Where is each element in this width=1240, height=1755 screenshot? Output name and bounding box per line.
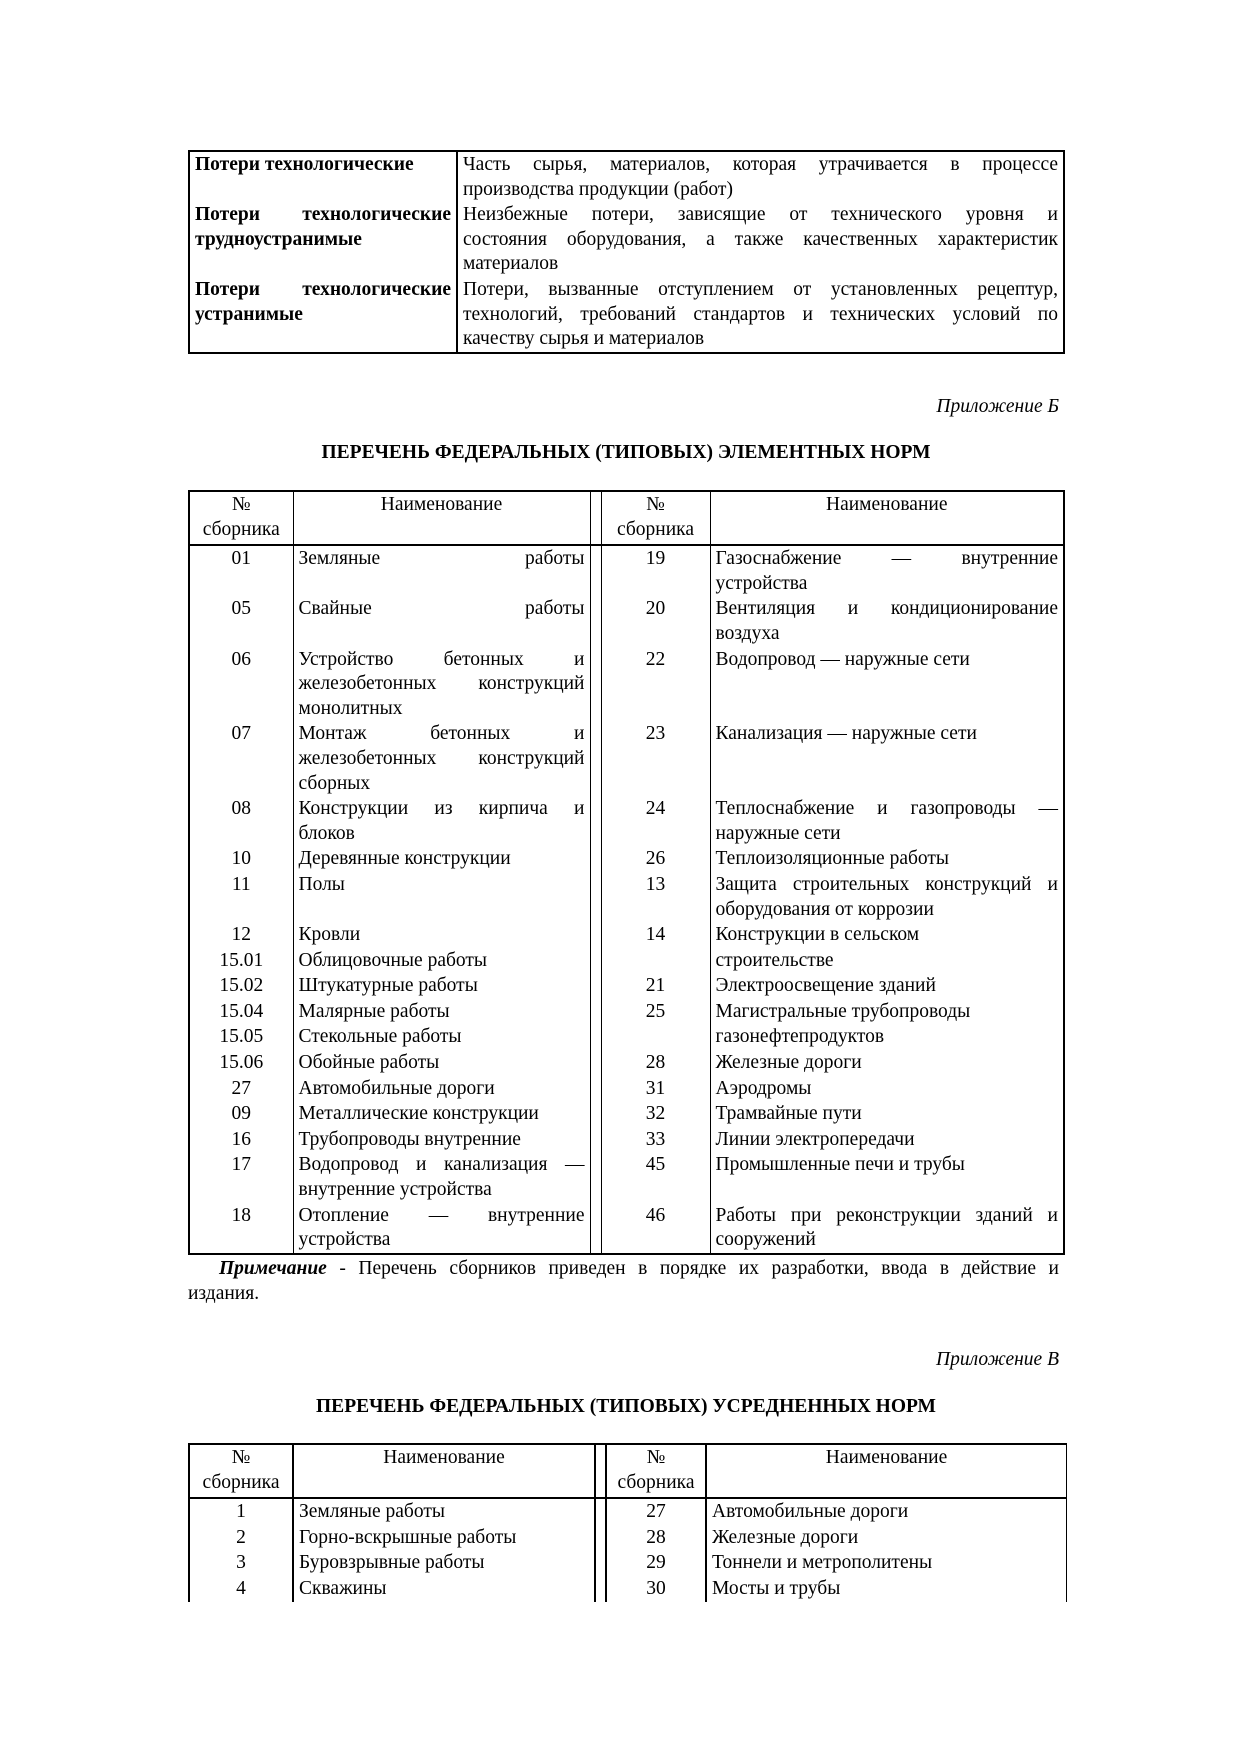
cell-line: оборудования от коррозии [715,898,934,920]
cell-line: Штукатурные работы [298,975,478,997]
column-separator [595,1444,606,1498]
cell-line: Работы при реконструкции зданий и [715,1204,1058,1226]
left-num: 15.05 [189,1024,293,1050]
cell-line: Теплоизоляционные работы [715,848,950,870]
table-row [189,1127,1064,1153]
cell-line: Полы [298,873,345,895]
left-num: 12 [189,922,293,948]
cell-line: Электроосвещение зданий [715,975,936,997]
left-name [293,973,590,999]
cell-line: устранимые [195,303,303,325]
right-name [710,721,1064,796]
averaged-norms-table [188,1443,1067,1602]
cell-line: газонефтепродуктов [715,1026,885,1048]
header-num-line: № [231,494,251,515]
left-name [293,948,590,974]
table-row [189,1076,1064,1102]
header-num-left [189,491,293,545]
cell-line: Скважины [299,1577,387,1599]
table-row [189,202,1064,277]
cell-line: Железные дороги [715,1052,862,1074]
header-num-left [189,1444,293,1498]
right-num: 25 [601,999,710,1025]
header-num-line: сборника [617,1471,695,1493]
cell-line: Трамвайные пути [715,1103,862,1125]
cell-line: Облицовочные работы [298,949,488,971]
header-num-line: № [646,1447,666,1468]
left-num: 17 [189,1152,293,1202]
cell-line: Монтаж бетонных и [298,723,585,745]
right-num: 33 [601,1127,710,1153]
table-row [189,545,1064,596]
cell-line: Потери, вызванные отступлением от установленных рецептур, [463,278,1058,300]
header-num-line: сборника [202,518,280,540]
left-num: 2 [189,1525,293,1551]
table-row [189,1576,1067,1602]
left-num: 15.02 [189,973,293,999]
header-name-left [293,491,590,545]
left-name [293,1498,595,1525]
header-num-line: сборника [202,1471,280,1493]
cell-line: Обойные работы [298,1052,440,1074]
right-num: 27 [606,1498,706,1525]
column-separator [590,1050,601,1076]
column-separator [590,796,601,846]
column-separator [590,1127,601,1153]
column-separator [595,1525,606,1551]
cell-line: Земляные работы [299,1501,445,1523]
right-num: 45 [601,1152,710,1202]
cell-line: блоков [298,822,355,844]
right-num: 23 [601,721,710,796]
cell-line: Автомобильные дороги [298,1077,495,1099]
cell-line: Устройство бетонных и [298,648,585,670]
left-name [293,1101,590,1127]
right-num: 30 [606,1576,706,1602]
term-cell [189,151,457,202]
cell-line: состояния оборудования, а также качественных характеристик [463,228,1058,250]
table-row [189,1050,1064,1076]
right-name [710,545,1064,596]
column-separator [590,721,601,796]
column-separator [590,999,601,1025]
header-name: Наименование [826,494,948,515]
left-name [293,796,590,846]
left-num: 15.06 [189,1050,293,1076]
cell-line: Малярные работы [298,1000,450,1022]
cell-line: Вентиляция и кондиционирование [715,598,1058,620]
header-num-line: сборника [616,518,695,540]
right-name [710,796,1064,846]
cell-line: Конструкции в сельском [715,924,920,946]
right-name [710,596,1064,646]
left-name [293,872,590,922]
note [188,1257,1059,1306]
header-num-right [606,1444,706,1498]
right-name [710,1127,1064,1153]
cell-line: внутренние устройства [298,1179,492,1201]
header-num-line: № [231,1447,251,1468]
cell-line: железобетонных конструкций [298,747,585,769]
right-name [710,1101,1064,1127]
right-num [601,948,710,974]
cell-line: Магистральные трубопроводы [715,1000,971,1022]
right-num: 14 [601,922,710,948]
cell-line: Теплоснабжение и газопроводы — [715,798,1058,820]
cell-line: технологий, требований стандартов и технических условий по [463,303,1058,325]
table-row [189,796,1064,846]
header-name-right [710,491,1064,545]
table-row [189,596,1064,646]
left-name [293,1525,595,1551]
cell-line: Конструкции из кирпича и [298,798,585,820]
right-name [706,1550,1067,1576]
left-name [293,1576,595,1602]
right-num: 13 [601,872,710,922]
header-name-left [293,1444,595,1498]
cell-line: Мосты и трубы [712,1577,841,1599]
left-num: 06 [189,647,293,722]
header-name: Наименование [383,1447,505,1468]
column-separator [590,1152,601,1202]
cell-line [299,572,585,597]
left-name [293,1024,590,1050]
left-num: 09 [189,1101,293,1127]
right-name [710,948,1064,974]
definition-cell [457,202,1064,277]
left-num: 18 [189,1203,293,1254]
definition-cell [457,277,1064,353]
left-name [293,846,590,872]
note-text: - Перечень сборников приведен в порядке их разработки, ввода в действие и [326,1258,1059,1279]
cell-line: качеству сырья и материалов [463,328,705,350]
table-row [189,1498,1067,1525]
cell-line: железобетонных конструкций [298,673,585,695]
column-separator [590,973,601,999]
right-name [710,922,1064,948]
left-num: 16 [189,1127,293,1153]
cell-line: Канализация — наружные сети [715,723,977,745]
cell-line: Газоснабжение — внутренние [715,548,1058,570]
term-cell [189,277,457,353]
right-num: 21 [601,973,710,999]
table-row [189,1101,1064,1127]
header-name: Наименование [825,1447,948,1468]
left-name [293,1076,590,1102]
cell-line: Отопление — внутренние [298,1204,585,1226]
left-name [293,647,590,722]
cell-line [299,622,585,647]
cell-line: Свайные работы [298,598,585,620]
cell-line: Кровли [298,924,361,946]
cell-line: Часть сырья, материалов, которая утрачивается в процессе [463,154,1058,175]
cell-line: Водопровод и канализация — [298,1154,585,1176]
cell-line: наружные сети [715,822,841,844]
right-name [710,1152,1064,1202]
left-num: 4 [189,1576,293,1602]
right-name [706,1525,1067,1551]
left-num: 10 [189,846,293,872]
cell-line: Линии электропередачи [715,1128,915,1150]
cell-line: монолитных [298,697,403,719]
right-name [710,1024,1064,1050]
note-text-2: издания. [188,1282,260,1304]
left-num: 08 [189,796,293,846]
right-name [706,1576,1067,1602]
column-separator [590,596,601,646]
cell-line: устройства [298,1229,391,1251]
column-separator [595,1498,606,1525]
left-name [293,596,590,646]
right-num: 26 [601,846,710,872]
left-name [293,1550,595,1576]
cell-line: Тоннели и метрополитены [712,1552,933,1574]
table-row [189,973,1064,999]
cell-line: производства продукции (работ) [463,178,733,200]
right-name [710,973,1064,999]
cell-line: сборных [298,772,371,794]
right-num: 31 [601,1076,710,1102]
left-name [293,1203,590,1254]
table-row [189,1525,1067,1551]
right-num [601,1024,710,1050]
right-num: 46 [601,1203,710,1254]
column-separator [590,545,601,596]
appendix-b-title: ПЕРЕЧЕНЬ ФЕДЕРАЛЬНЫХ (ТИПОВЫХ) ЭЛЕМЕНТНЫХ НОРМ [321,442,931,463]
right-num: 22 [601,647,710,722]
left-name [293,999,590,1025]
left-name [293,545,590,596]
cell-line: строительстве [715,949,834,971]
cell-line: Неизбежные потери, зависящие от технического уровня и [463,204,1058,226]
right-num: 28 [606,1525,706,1551]
left-num: 1 [189,1498,293,1525]
column-separator [590,647,601,722]
column-separator [590,1203,601,1254]
cell-line: Металлические конструкции [298,1103,539,1125]
right-name [710,1076,1064,1102]
header-num-right [601,491,710,545]
cell-line: Водопровод — наружные сети [715,648,970,670]
cell-line: Горно-вскрышные работы [299,1526,517,1548]
table-header [189,491,1064,545]
cell-line [299,898,585,923]
cell-line: Потери технологические [195,278,451,300]
column-separator [590,491,601,545]
table-row [189,1152,1064,1202]
table-row [189,721,1064,796]
cell-line: Железные дороги [712,1526,859,1548]
table-row [189,277,1064,353]
column-separator [590,948,601,974]
column-separator [590,846,601,872]
table-row [189,647,1064,722]
cell-line: Аэродромы [715,1077,812,1099]
right-num: 32 [601,1101,710,1127]
cell-line: воздуха [715,622,780,644]
table-row [189,999,1064,1025]
element-norms-table [188,490,1065,1255]
table-header [189,1444,1067,1498]
right-name [710,846,1064,872]
note-label: Примечание [219,1258,327,1279]
left-num: 01 [189,545,293,596]
column-separator [590,1024,601,1050]
left-num: 27 [189,1076,293,1102]
header-name: Наименование [380,494,503,515]
term-cell [189,202,457,277]
left-num: 3 [189,1550,293,1576]
right-num: 24 [601,796,710,846]
left-name [293,1127,590,1153]
table-row [189,1550,1067,1576]
left-name [293,922,590,948]
table-row [189,846,1064,872]
cell-line: материалов [463,253,559,275]
cell-line: Трубопроводы внутренние [298,1128,521,1150]
terms-table [188,150,1065,354]
right-num: 19 [601,545,710,596]
right-name [710,999,1064,1025]
cell-line: Промышленные печи и трубы [715,1154,965,1176]
cell-line: Потери технологические [195,154,414,175]
right-name [706,1498,1067,1525]
table-row [189,922,1064,948]
left-name [293,721,590,796]
table-row [189,1203,1064,1254]
right-name [710,1203,1064,1254]
cell-line: устройства [715,572,808,594]
right-name [710,872,1064,922]
left-num: 15.01 [189,948,293,974]
column-separator [590,1101,601,1127]
cell-line: сооружений [715,1229,816,1251]
right-name [710,647,1064,722]
cell-line: трудноустранимые [195,228,362,250]
table-row [189,1024,1064,1050]
cell-line: Стекольные работы [298,1026,462,1048]
cell-line: Потери технологические [195,204,451,226]
left-num: 11 [189,872,293,922]
definition-cell [457,151,1064,202]
column-separator [595,1550,606,1576]
appendix-b-label: Приложение Б [936,396,1059,417]
table-row [189,151,1064,202]
column-separator [590,1076,601,1102]
right-num: 20 [601,596,710,646]
cell-line: Деревянные конструкции [298,848,511,870]
right-num: 28 [601,1050,710,1076]
appendix-v-label: Приложение В [936,1349,1059,1370]
column-separator [595,1576,606,1602]
table-row [189,872,1064,922]
left-num: 15.04 [189,999,293,1025]
left-name [293,1050,590,1076]
right-num: 29 [606,1550,706,1576]
cell-line: Земляные работы [298,548,585,570]
column-separator [590,872,601,922]
appendix-v-title: ПЕРЕЧЕНЬ ФЕДЕРАЛЬНЫХ (ТИПОВЫХ) УСРЕДНЕННЫХ НОРМ [316,1396,936,1417]
column-separator [590,922,601,948]
cell-line: Автомобильные дороги [712,1501,909,1523]
right-name [710,1050,1064,1076]
header-num-line: № [646,494,665,515]
left-name [293,1152,590,1202]
left-num: 07 [189,721,293,796]
table-row [189,948,1064,974]
header-name-right [706,1444,1067,1498]
cell-line: Буровзрывные работы [299,1552,485,1574]
left-num: 05 [189,596,293,646]
cell-line: Защита строительных конструкций и [715,873,1058,895]
